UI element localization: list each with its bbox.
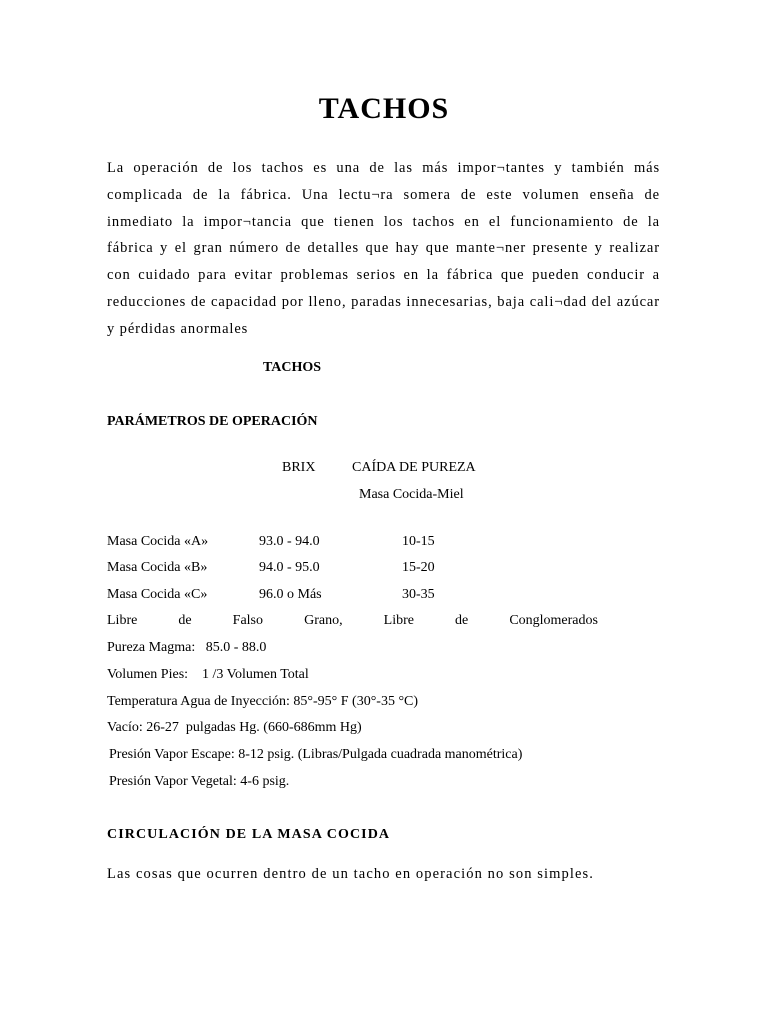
params-heading: PARÁMETROS DE OPERACIÓN bbox=[107, 414, 318, 429]
pureza-magma: Pureza Magma: 85.0 - 88.0 bbox=[107, 640, 267, 655]
libre-word: Conglomerados bbox=[509, 613, 598, 628]
row-a-label: Masa Cocida «A» bbox=[107, 534, 209, 549]
libre-word: Libre bbox=[107, 613, 138, 628]
closing-sentence: Las cosas que ocurren dentro de un tacho en operación no son simples. bbox=[107, 866, 595, 882]
row-b-brix: 94.0 - 95.0 bbox=[259, 560, 320, 575]
row-c-label: Masa Cocida «C» bbox=[107, 587, 208, 602]
intro-paragraph: La operación de los tachos es una de las más impor¬tantes y también más complicada de la fábrica. Una lectu¬ra somera de este volumen enseña de inmediato la impor¬tancia que tienen los tachos en el funcionamiento de la fábrica y el gran número de detalles que hay que mante¬ner presente y realizar con cuidado para evitar problemas serios en la fábrica que pueden conducir a reducciones de capacidad por lleno, paradas innecesarias, baja cali¬dad del azúcar y pérdidas anormales bbox=[107, 160, 660, 337]
libre-word: Libre bbox=[383, 613, 414, 628]
row-c-brix: 96.0 o Más bbox=[259, 587, 322, 602]
presion-vapor-vegetal: Presión Vapor Vegetal: 4-6 psig. bbox=[109, 774, 290, 789]
row-b-caida: 15-20 bbox=[402, 560, 435, 575]
presion-vapor-escape: Presión Vapor Escape: 8-12 psig. (Libras/Pulgada cuadrada manométrica) bbox=[109, 747, 523, 762]
libre-word: de bbox=[178, 613, 192, 628]
temperatura-agua: Temperatura Agua de Inyección: 85°-95° F (30°-35 °C) bbox=[107, 694, 419, 709]
row-c-caida: 30-35 bbox=[402, 587, 435, 602]
circulacion-heading: CIRCULACIÓN DE LA MASA COCIDA bbox=[107, 827, 391, 842]
volumen-pies: Volumen Pies: 1 /3 Volumen Total bbox=[107, 667, 309, 682]
libre-word: Falso bbox=[232, 613, 264, 628]
col-header-brix: BRIX bbox=[282, 460, 316, 475]
vacio: Vacío: 26-27 pulgadas Hg. (660-686mm Hg) bbox=[107, 720, 362, 735]
page-title: TACHOS bbox=[318, 92, 450, 125]
libre-line bbox=[107, 614, 598, 628]
row-a-brix: 93.0 - 94.0 bbox=[259, 534, 320, 549]
col-header-caida: CAÍDA DE PUREZA bbox=[352, 460, 476, 475]
libre-word: Grano, bbox=[304, 613, 343, 628]
libre-word: de bbox=[455, 613, 469, 628]
col-subheader-caida: Masa Cocida-Miel bbox=[359, 487, 464, 502]
row-a-caida: 10-15 bbox=[402, 534, 435, 549]
row-b-label: Masa Cocida «B» bbox=[107, 560, 208, 575]
section-subtitle: TACHOS bbox=[263, 360, 322, 375]
